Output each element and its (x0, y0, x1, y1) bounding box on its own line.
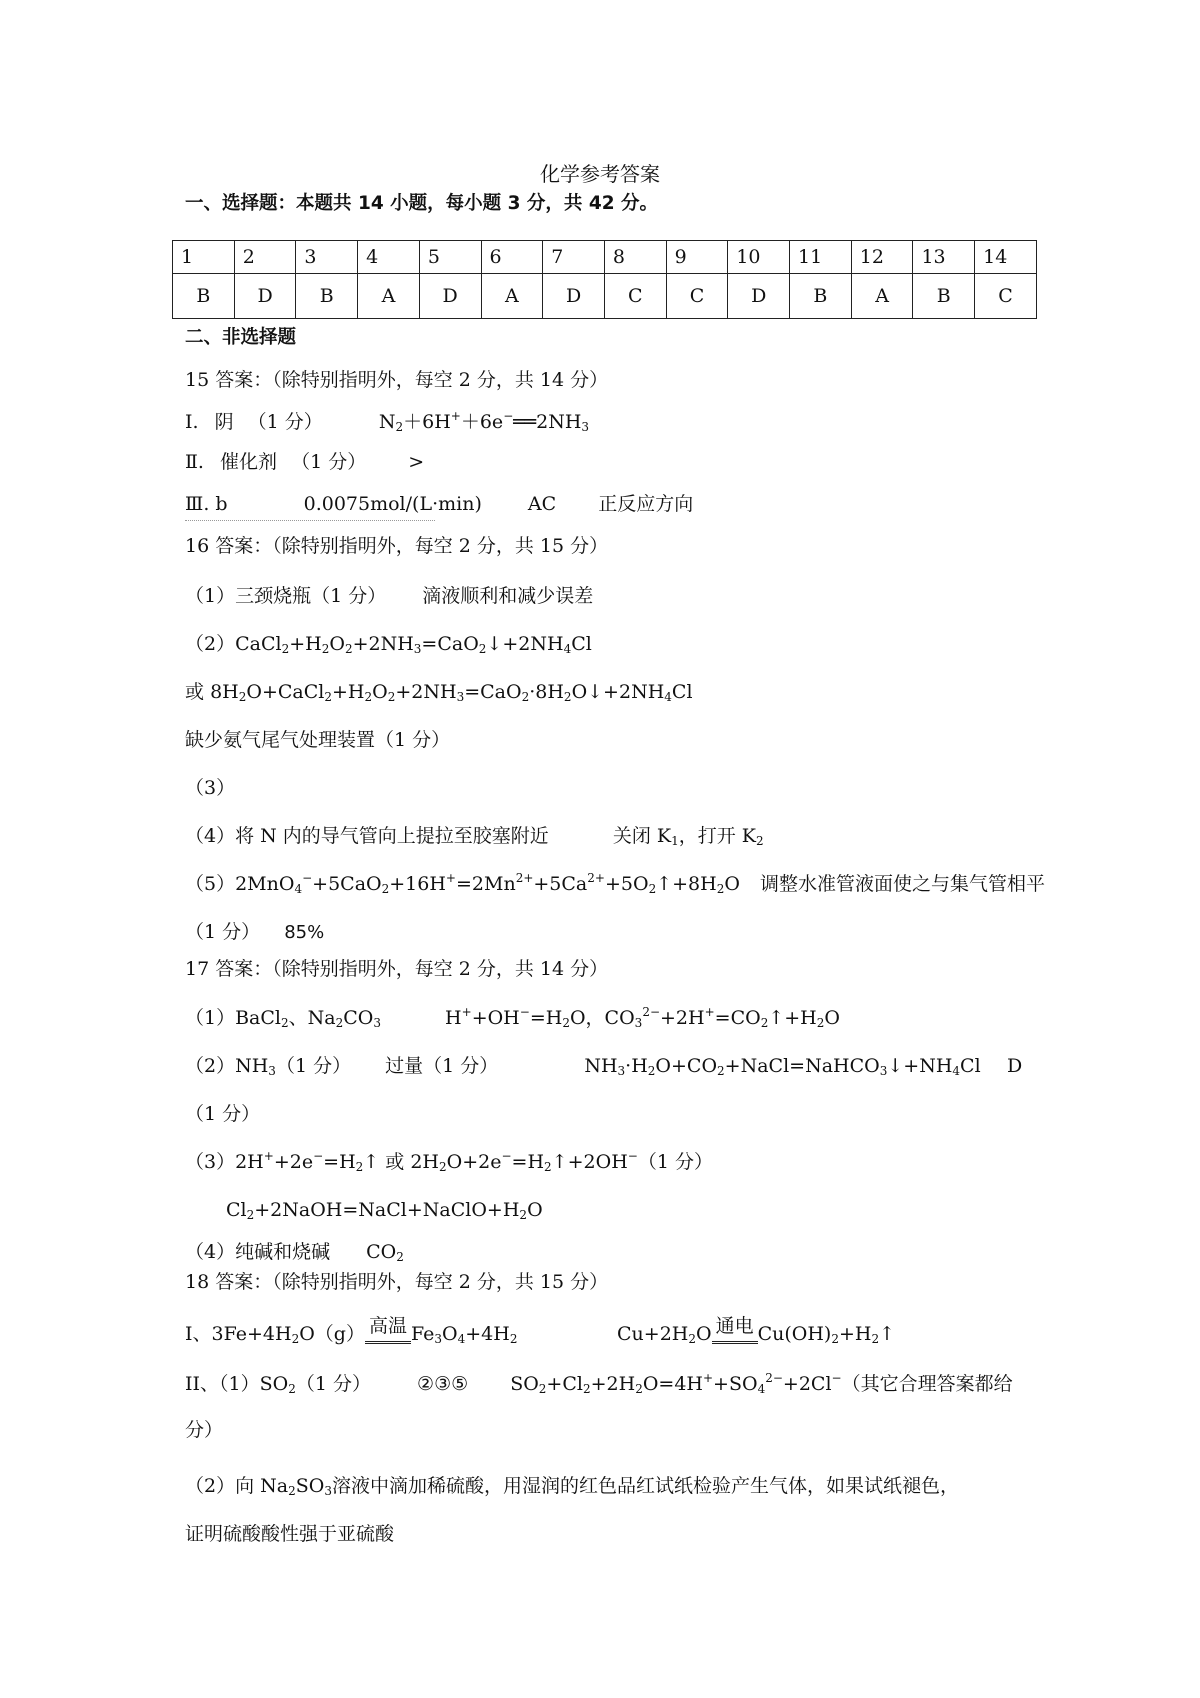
q15-header: 15 答案：（除特别指明外，每空 2 分，共 14 分） (185, 369, 609, 391)
q16-a5-label: （5） (185, 873, 236, 895)
q16-a2-note: 缺少氨气尾气处理装置（1 分） (185, 729, 451, 751)
q18-header: 18 答案：（除特别指明外，每空 2 分，共 15 分） (185, 1271, 609, 1293)
q15-i-score: （1 分） (247, 411, 323, 433)
q15-iii-choice: AC (527, 493, 557, 515)
q16-a4-valve: 关闭 $K_1$，打开 $K_2$ (612, 825, 764, 848)
answer-cell: B (790, 274, 852, 319)
q16-a2-equation: $CaCl_2+H_2O_2+2NH_3=CaO_2↓+2NH_4Cl$ (235, 633, 592, 656)
section1-heading: 一、选择题：本题共 14 小题，每小题 3 分，共 42 分。 (185, 193, 659, 214)
q18-i-condition2: 通电 (712, 1323, 758, 1344)
q18-ii-equation: $SO_2+Cl_2+2H_2O=4H^++SO_4^{2-}+2Cl^-$ (510, 1371, 842, 1396)
q15-iii-rate: 0.0075mol/(L·min) (303, 493, 482, 515)
answer-cell: A (851, 274, 913, 319)
answer-cell: D (234, 274, 296, 319)
question-number-row (173, 241, 1037, 274)
question-number-cell: 11 (790, 241, 852, 274)
q18-i-equation2: $Cu+2H_2O$ 通电 $Cu(OH)_2+H_2↑$ (617, 1315, 896, 1346)
q17-a3-equation2: $2H_2O+2e^-=H_2↑+2OH^-$ (410, 1149, 638, 1174)
q17-a4 (185, 1238, 1035, 1266)
q18-a2-procedure: 溶液中滴加稀硫酸，用湿润的红色品红试纸检验产生气体，如果试纸褪色， (331, 1475, 959, 1497)
question-number-cell: 4 (358, 241, 420, 274)
q17-a1-reagents: BaCl$_2$、$Na_2CO_3$ (235, 1007, 381, 1030)
q18-part-ii (185, 1370, 1035, 1398)
question-number-cell: 14 (975, 241, 1037, 274)
q18-i-equation1-right: $Fe_3O_4+4H_2$ (410, 1323, 518, 1346)
section2-heading: 二、非选择题 (185, 327, 297, 348)
question-number-cell: 5 (419, 241, 481, 274)
q17-a3-label: （3） (185, 1151, 236, 1173)
q16-a2-label: （2） (185, 633, 236, 655)
q18-ii-gas: $SO_2$ (259, 1373, 296, 1396)
answer-cell: B (296, 274, 358, 319)
q16-a2-alt-equation: $8H_2O+CaCl_2+H_2O_2+2NH_3=CaO_2\cdot 8H_2O↓+2NH_4Cl$ (210, 681, 693, 704)
q15-i-equation: $N_2+6H^++6e^-══2NH_3$ (378, 409, 590, 434)
q16-a5-percent: 85% (284, 922, 325, 943)
q15-i-answer: 阴 (214, 411, 234, 433)
q15-part-ii (185, 448, 1035, 476)
answer-cell: A (481, 274, 543, 319)
q17-a2-score2: （1 分） (185, 1103, 261, 1125)
answer-cell: B (173, 274, 235, 319)
q17-a1-label: （1） (185, 1007, 236, 1029)
q18-a2-formula: SO (295, 1475, 325, 1497)
answer-cell: C (975, 274, 1037, 319)
q18-ii-note-cont: 分） (185, 1419, 224, 1441)
q17-a3 (185, 1148, 1035, 1176)
q18-a2-conclusion: 证明硫酸酸性强于亚硫酸 (185, 1523, 395, 1545)
q16-a5-score-text: （1 分） (185, 921, 261, 943)
q16-header: 16 答案：（除特别指明外，每空 2 分，共 15 分） (185, 535, 609, 557)
q18-i-condition1: 高温 (365, 1323, 411, 1344)
q15-ii-label: Ⅱ. (185, 451, 204, 473)
q18-ii-options: ②③⑤ (417, 1373, 469, 1395)
dotted-underline (185, 520, 435, 521)
q18-a2: （2）向 $Na_2SO_3$溶液中滴加稀硫酸，用湿润的红色品红试纸检验产生气体，如果试纸褪色， (185, 1475, 959, 1498)
page-title: 化学参考答案 (540, 162, 660, 186)
q16-a5-step: 调整水准管液面使之与集气管相平 (759, 873, 1045, 895)
q16-a1-reason: 滴液顺利和减少误差 (422, 585, 594, 607)
q15-ii-compare: > (408, 451, 425, 473)
answer-cell: A (358, 274, 420, 319)
q17-a2-label: （2） (185, 1055, 236, 1077)
q17-a3-or: 或 (385, 1151, 405, 1173)
q15-ii-answer: 催化剂 (220, 451, 278, 473)
q16-a4-text: （4）将 N 内的导气管向上提拉至胶塞附近 (185, 825, 549, 847)
q16-a1 (185, 582, 1035, 610)
answer-cell: B (913, 274, 975, 319)
q17-a2-excess: 过量（1 分） (385, 1055, 499, 1077)
q18-a2-start: （2）向 Na (185, 1475, 289, 1497)
q16-a5-equation: $2MnO_4^-+5CaO_2+16H^+=2Mn^{2+}+5Ca^{2+}+5O_2↑+8H_2O$ (235, 871, 740, 896)
q17-a3-score: （1 分） (637, 1151, 713, 1173)
q18-ii-note: （其它合理答案都给 (841, 1373, 1013, 1395)
question-number-cell: 1 (173, 241, 235, 274)
q17-a2-score: （1 分） (275, 1055, 352, 1077)
q18-i-label: I、 (185, 1323, 212, 1345)
q17-a3-equation1: $2H^++2e^-=H_2↑$ (235, 1149, 380, 1174)
q18-part-i (185, 1315, 1035, 1348)
answer-cell: C (604, 274, 666, 319)
q16-a2-or: 或 (185, 681, 205, 703)
q18-ii-label: II、（1） (185, 1373, 260, 1395)
q15-part-i (185, 408, 1035, 436)
q16-a2-alt (185, 678, 1035, 706)
q17-a1-equations: $H^++OH^-=H_2O$，$CO_3^{2-}+2H^+=CO_2↑+H_2O$ (445, 1005, 840, 1030)
q16-a1-text: （1）三颈烧瓶（1 分） (185, 585, 387, 607)
question-number-cell: 6 (481, 241, 543, 274)
q16-a4 (185, 822, 1035, 850)
question-number-cell: 10 (728, 241, 790, 274)
answer-table (172, 240, 1037, 319)
q15-iii-label: Ⅲ. b (185, 493, 228, 515)
q17-header: 17 答案：（除特别指明外，每空 2 分，共 14 分） (185, 958, 609, 980)
q16-a2 (185, 630, 1035, 658)
question-number-cell: 12 (851, 241, 913, 274)
q17-a2-equation: $NH_3\cdot H_2O+CO_2+NaCl=NaHCO_3↓+NH_4Cl$ (584, 1055, 981, 1078)
q18-ii-score: （1 分） (295, 1373, 371, 1395)
question-number-cell: 9 (666, 241, 728, 274)
q17-a1 (185, 1004, 1035, 1032)
q16-a5 (185, 870, 1045, 898)
q15-iii-direction: 正反应方向 (598, 493, 694, 515)
q17-a2 (185, 1052, 1035, 1080)
question-number-cell: 8 (604, 241, 666, 274)
q15-part-iii (185, 490, 1035, 518)
q17-a4-gas: $CO_2$ (366, 1241, 404, 1264)
q15-ii-score: （1 分） (291, 451, 367, 473)
q17-a2-choice: D (1007, 1055, 1023, 1077)
q17-a4-text: （4）纯碱和烧碱 (185, 1241, 331, 1263)
question-number-cell: 13 (913, 241, 975, 274)
q17-a2-gas: $NH_3$ (235, 1055, 276, 1078)
question-number-cell: 7 (543, 241, 605, 274)
answer-cell: D (543, 274, 605, 319)
q16-a3: （3） (185, 777, 236, 799)
q17-a3-chlorine: $Cl_2+2NaOH=NaCl+NaClO+H_2O$ (226, 1199, 543, 1222)
question-number-cell: 2 (234, 241, 296, 274)
q15-i-label: Ⅰ. (185, 411, 199, 433)
q18-i-equation1-left: $3Fe+4H_2O(g)$ (211, 1323, 365, 1346)
answer-cell: D (728, 274, 790, 319)
q16-a5-score (185, 918, 1035, 947)
answer-row (173, 274, 1037, 319)
question-number-cell: 3 (296, 241, 358, 274)
answer-cell: D (419, 274, 481, 319)
answer-cell: C (666, 274, 728, 319)
